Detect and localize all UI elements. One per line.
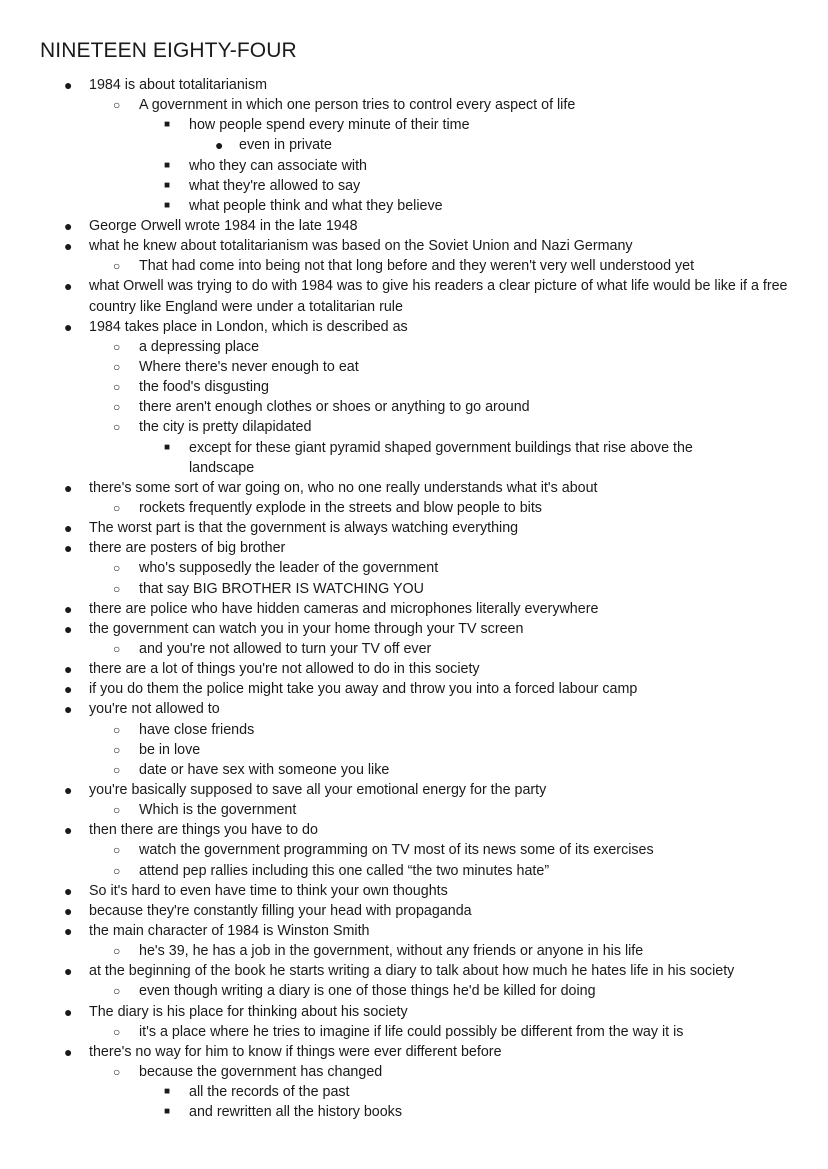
note-text: because the government has changed xyxy=(139,1063,383,1080)
note-text: there are police who have hidden cameras and microphones literally everywhere xyxy=(89,600,599,617)
note-text: except for these giant pyramid shaped government buildings that rise above the landscape xyxy=(189,439,693,476)
square-bullet-icon: ■ xyxy=(164,179,171,191)
note-item-level-0 xyxy=(0,518,828,538)
note-text: that say BIG BROTHER IS WATCHING YOU xyxy=(139,580,424,597)
note-text: the main character of 1984 is Winston Smith xyxy=(89,922,370,939)
note-text: at the beginning of the book he starts writing a diary to talk about how much he hates life in his society xyxy=(89,963,735,980)
note-item-level-1 xyxy=(0,357,828,377)
note-item-level-1 xyxy=(0,1062,828,1082)
disc-bullet-icon: ● xyxy=(64,902,73,919)
disc-bullet-icon: ● xyxy=(64,520,73,537)
note-text: there are posters of big brother xyxy=(89,540,286,557)
note-item-level-0 xyxy=(0,317,828,337)
disc-bullet-icon: ● xyxy=(64,882,73,899)
circle-bullet-icon: ○ xyxy=(113,581,121,596)
note-item-level-0 xyxy=(0,881,828,901)
circle-bullet-icon: ○ xyxy=(113,359,121,374)
circle-bullet-icon: ○ xyxy=(113,339,121,354)
note-text: who's supposedly the leader of the government xyxy=(139,560,439,577)
note-item-level-1 xyxy=(0,800,828,820)
circle-bullet-icon: ○ xyxy=(113,1024,121,1039)
disc-bullet-icon: ● xyxy=(64,822,73,839)
square-bullet-icon: ■ xyxy=(164,199,171,211)
note-item-level-0 xyxy=(0,780,828,800)
note-text: what Orwell was trying to do with 1984 was to give his readers a clear picture of what life would be like if a free country like England were under a totalitarian rule xyxy=(89,278,788,315)
note-item-level-2 xyxy=(0,176,828,196)
disc-bullet-icon: ● xyxy=(64,600,73,617)
note-text: the city is pretty dilapidated xyxy=(139,419,312,436)
note-text: A government in which one person tries to control every aspect of life xyxy=(139,97,576,114)
disc-bullet-icon: ● xyxy=(64,681,73,698)
note-item-level-0 xyxy=(0,599,828,619)
disc-bullet-icon: ● xyxy=(64,922,73,939)
note-text: a depressing place xyxy=(139,338,260,355)
note-item-level-2 xyxy=(0,438,828,478)
note-item-level-1 xyxy=(0,377,828,397)
square-bullet-icon: ■ xyxy=(164,159,171,171)
note-text: attend pep rallies including this one called “the two minutes hate” xyxy=(139,862,550,879)
circle-bullet-icon: ○ xyxy=(113,944,121,959)
disc-bullet-icon: ● xyxy=(64,1003,73,1020)
note-text: watch the government programming on TV most of its news some of its exercises xyxy=(139,842,654,859)
circle-bullet-icon: ○ xyxy=(113,762,121,777)
note-item-level-0 xyxy=(0,659,828,679)
circle-bullet-icon: ○ xyxy=(113,843,121,858)
note-text: The diary is his place for thinking about his society xyxy=(89,1003,408,1020)
note-item-level-0 xyxy=(0,901,828,921)
disc-bullet-icon: ● xyxy=(64,217,73,234)
note-text: Where there's never enough to eat xyxy=(139,358,359,375)
note-item-level-0 xyxy=(0,961,828,981)
note-text: George Orwell wrote 1984 in the late 1948 xyxy=(89,217,358,234)
disc-bullet-icon: ● xyxy=(64,238,73,255)
note-text: the food's disgusting xyxy=(139,379,269,396)
note-item-level-1 xyxy=(0,337,828,357)
note-text: That had come into being not that long before and they weren't very well understood yet xyxy=(139,258,695,275)
note-text: date or have sex with someone you like xyxy=(139,761,390,778)
note-text: rockets frequently explode in the streets and blow people to bits xyxy=(139,499,542,516)
note-text: there are a lot of things you're not allowed to do in this society xyxy=(89,661,480,678)
note-item-level-3 xyxy=(0,135,828,155)
circle-bullet-icon: ○ xyxy=(113,1064,121,1079)
note-text: what they're allowed to say xyxy=(189,177,361,194)
circle-bullet-icon: ○ xyxy=(113,400,121,415)
circle-bullet-icon: ○ xyxy=(113,259,121,274)
note-text: even in private xyxy=(239,137,332,154)
disc-bullet-icon: ● xyxy=(64,661,73,678)
disc-bullet-icon: ● xyxy=(64,318,73,335)
note-text: be in love xyxy=(139,741,201,758)
circle-bullet-icon: ○ xyxy=(113,863,121,878)
note-text: if you do them the police might take you away and throw you into a forced labour camp xyxy=(89,681,638,698)
note-item-level-1 xyxy=(0,558,828,578)
note-text: The worst part is that the government is always watching everything xyxy=(89,520,519,537)
square-bullet-icon: ■ xyxy=(164,1086,171,1098)
disc-bullet-icon: ● xyxy=(64,620,73,637)
note-item-level-1 xyxy=(0,256,828,276)
square-bullet-icon: ■ xyxy=(164,441,171,453)
note-item-level-2 xyxy=(0,1102,828,1122)
note-item-level-1 xyxy=(0,840,828,860)
disc-bullet-icon: ● xyxy=(64,77,73,93)
note-item-level-1 xyxy=(0,498,828,518)
note-item-level-1 xyxy=(0,417,828,437)
note-item-level-0 xyxy=(0,679,828,699)
note-item-level-0 xyxy=(0,1042,828,1062)
note-text: the government can watch you in your home through your TV screen xyxy=(89,620,524,637)
note-text: you're basically supposed to save all your emotional energy for the party xyxy=(89,781,547,798)
note-item-level-2 xyxy=(0,196,828,216)
note-text: and you're not allowed to turn your TV off ever xyxy=(139,640,432,657)
note-item-level-0 xyxy=(0,820,828,840)
note-item-level-1 xyxy=(0,1022,828,1042)
note-item-level-2 xyxy=(0,1082,828,1102)
note-text: even though writing a diary is one of those things he'd be killed for doing xyxy=(139,983,596,1000)
disc-bullet-icon: ● xyxy=(64,963,73,980)
note-text: how people spend every minute of their time xyxy=(189,117,470,134)
circle-bullet-icon: ○ xyxy=(113,98,121,113)
square-bullet-icon: ■ xyxy=(164,119,171,131)
square-bullet-icon: ■ xyxy=(164,1106,171,1118)
disc-bullet-icon: ● xyxy=(64,540,73,557)
note-text: Which is the government xyxy=(139,802,297,819)
note-item-level-1 xyxy=(0,941,828,961)
circle-bullet-icon: ○ xyxy=(113,803,121,818)
disc-bullet-icon: ● xyxy=(64,781,73,798)
note-item-level-0 xyxy=(0,921,828,941)
note-item-level-1 xyxy=(0,579,828,599)
note-text: he's 39, he has a job in the government, without any friends or anyone in his life xyxy=(139,943,644,960)
note-item-level-1 xyxy=(0,95,828,115)
circle-bullet-icon: ○ xyxy=(113,984,121,999)
note-item-level-0 xyxy=(0,276,828,316)
disc-bullet-icon: ● xyxy=(64,278,73,295)
disc-bullet-icon: ● xyxy=(64,1043,73,1060)
note-text: then there are things you have to do xyxy=(89,822,318,839)
note-text: what people think and what they believe xyxy=(189,197,443,214)
note-text: all the records of the past xyxy=(189,1084,350,1101)
bullet-notes-list xyxy=(0,75,828,1122)
note-item-level-2 xyxy=(0,156,828,176)
circle-bullet-icon: ○ xyxy=(113,380,121,395)
note-item-level-1 xyxy=(0,639,828,659)
circle-bullet-icon: ○ xyxy=(113,742,121,757)
disc-bullet-icon: ● xyxy=(64,479,73,496)
note-text: who they can associate with xyxy=(189,157,368,174)
note-text: there aren't enough clothes or shoes or anything to go around xyxy=(139,399,530,416)
note-text: what he knew about totalitarianism was based on the Soviet Union and Nazi Germany xyxy=(89,238,633,255)
circle-bullet-icon: ○ xyxy=(113,641,121,656)
disc-bullet-icon: ● xyxy=(64,701,73,718)
note-text: have close friends xyxy=(139,721,255,738)
note-item-level-0 xyxy=(0,699,828,719)
note-item-level-0 xyxy=(0,619,828,639)
note-item-level-1 xyxy=(0,861,828,881)
circle-bullet-icon: ○ xyxy=(113,500,121,515)
note-item-level-1 xyxy=(0,981,828,1001)
note-item-level-0 xyxy=(0,538,828,558)
note-text: there's no way for him to know if things were ever different before xyxy=(89,1043,502,1060)
note-text: and rewritten all the history books xyxy=(189,1104,402,1121)
note-item-level-0 xyxy=(0,75,828,95)
circle-bullet-icon: ○ xyxy=(113,561,121,576)
note-item-level-0 xyxy=(0,478,828,498)
note-item-level-1 xyxy=(0,740,828,760)
note-text: it's a place where he tries to imagine if life could possibly be different from the way it is xyxy=(139,1023,684,1040)
note-text: there's some sort of war going on, who no one really understands what it's about xyxy=(89,479,598,496)
note-item-level-0 xyxy=(0,236,828,256)
note-text: you're not allowed to xyxy=(89,701,220,718)
note-text: because they're constantly filling your head with propaganda xyxy=(89,902,472,919)
disc-bullet-icon: ● xyxy=(215,137,224,154)
note-text: 1984 is about totalitarianism xyxy=(89,77,268,93)
note-item-level-1 xyxy=(0,397,828,417)
circle-bullet-icon: ○ xyxy=(113,420,121,435)
note-text: So it's hard to even have time to think your own thoughts xyxy=(89,882,448,899)
circle-bullet-icon: ○ xyxy=(113,722,121,737)
note-item-level-0 xyxy=(0,1002,828,1022)
note-item-level-1 xyxy=(0,720,828,740)
note-item-level-2 xyxy=(0,115,828,135)
note-item-level-1 xyxy=(0,760,828,780)
document-title: NINETEEN EIGHTY-FOUR xyxy=(40,39,297,62)
note-item-level-0 xyxy=(0,216,828,236)
note-text: 1984 takes place in London, which is described as xyxy=(89,318,408,335)
